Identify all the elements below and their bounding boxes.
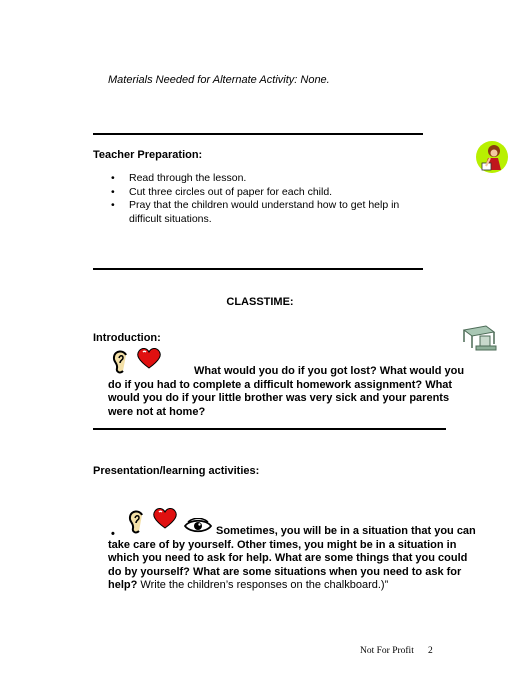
presentation-bullet: • — [111, 528, 115, 540]
desk-clipart-icon — [460, 322, 498, 352]
teacher-prep-list — [111, 172, 411, 226]
list-item: • Pray that the children would understand how to get help in difficult situations. — [111, 199, 411, 226]
divider-1 — [93, 133, 423, 135]
list-item: • Read through the lesson. — [111, 172, 411, 186]
page-number: 2 — [428, 646, 433, 656]
materials-line: Materials Needed for Alternate Activity: None. — [108, 74, 330, 86]
presentation-text: Sometimes, you will be in a situation that you can take care of by yourself. Other times, you might be in a situation in which you need to ask for help. What are some things that you could do by yourself? What are some situations when you need to ask for help? Write the children’s responses on the chalkboard.)” — [108, 525, 476, 591]
divider-2 — [93, 268, 423, 270]
divider-3 — [93, 428, 446, 430]
teacher-clipart-icon — [474, 140, 510, 174]
introduction-heading: Introduction: — [93, 332, 161, 344]
presentation-instruction: Write the children’s responses on the chalkboard.)” — [140, 579, 389, 591]
teacher-prep-heading: Teacher Preparation: — [93, 149, 203, 161]
introduction-text: What would you do if you got lost? What would you do if you had to complete a difficult homework assignment? What would you do if your little brother was very sick and your parents were not at home? — [108, 365, 465, 418]
presentation-heading: Presentation/learning activities: — [93, 465, 260, 477]
classtime-heading: CLASSTIME: — [226, 296, 294, 308]
footer-text: Not For Profit — [360, 646, 414, 656]
list-item: • Cut three circles out of paper for each child. — [111, 186, 411, 200]
